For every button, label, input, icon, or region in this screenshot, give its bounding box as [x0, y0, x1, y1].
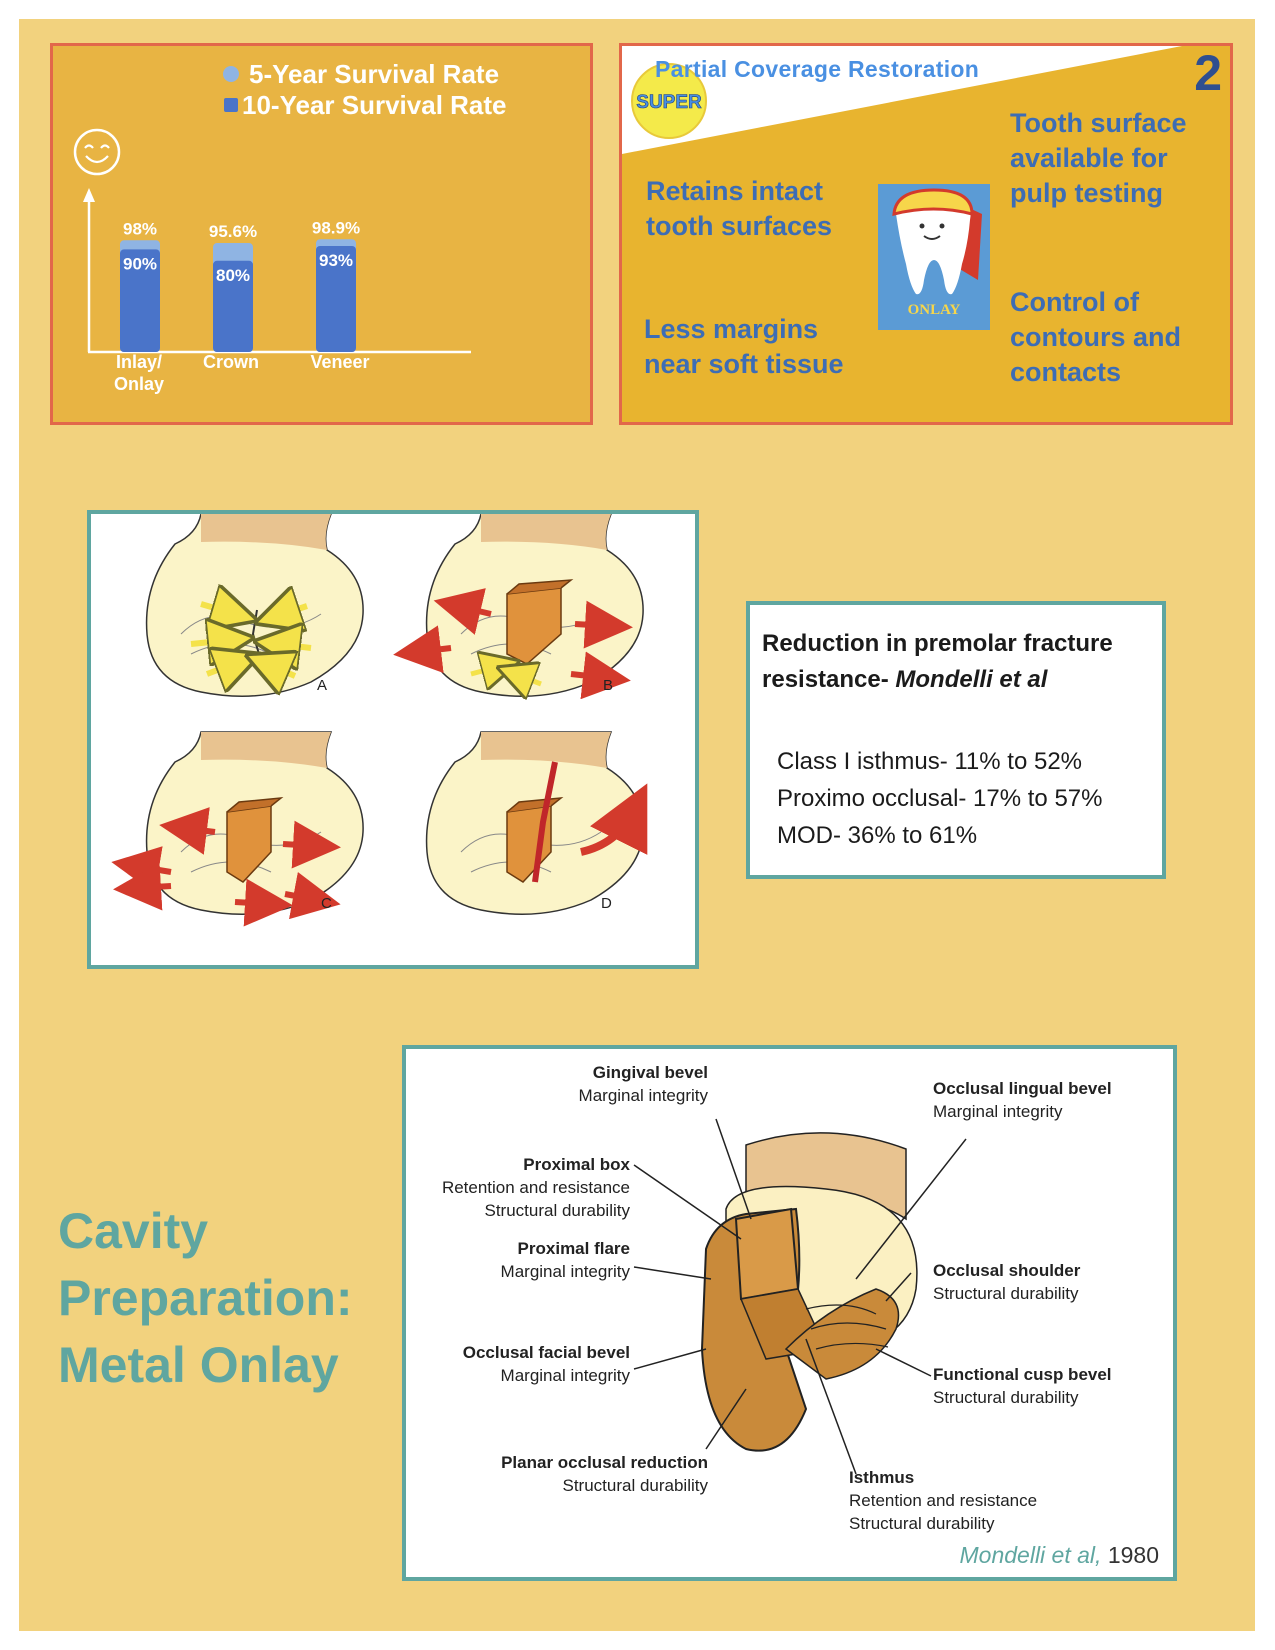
heading-prefix: resistance-	[762, 666, 896, 693]
survival-rate-chart	[53, 46, 590, 422]
legend-label-5yr: 5-Year Survival Rate	[249, 59, 500, 89]
label-isthmus	[849, 1466, 1037, 1535]
legend-label-10yr: 10-Year Survival Rate	[242, 90, 507, 120]
legend-swatch-5yr	[223, 66, 239, 82]
benefit-control-contours	[1010, 285, 1181, 390]
label-planar-occlusal-reduction	[501, 1451, 708, 1497]
citation-year: 1980	[1107, 1542, 1159, 1568]
bar-value-label-10yr-0: 90%	[122, 254, 158, 274]
bar-value-label-5yr-2: 98.9%	[311, 218, 361, 238]
legend-swatch-10yr	[224, 98, 238, 112]
benefit-line: Tooth surface	[1010, 108, 1187, 138]
title-line: Metal Onlay	[58, 1337, 339, 1393]
label-occlusal-shoulder	[933, 1259, 1080, 1305]
page-number: 2	[1194, 45, 1222, 101]
label-name: Proximal flare	[517, 1239, 630, 1258]
bar-value-label-5yr-0: 98%	[122, 219, 158, 239]
label-name: Planar occlusal reduction	[501, 1453, 708, 1472]
smiley-icon	[75, 130, 119, 174]
label-functional-cusp-bevel	[933, 1363, 1112, 1409]
label-occlusal-lingual-bevel	[933, 1077, 1112, 1123]
citation	[960, 1542, 1159, 1569]
onlay-preparation-diagram	[402, 1045, 1177, 1581]
benefit-line: contours and	[1010, 322, 1182, 352]
label-occlusal-facial-bevel	[463, 1341, 630, 1387]
label-name: Isthmus	[849, 1468, 915, 1487]
tooth-caption: ONLAY	[907, 302, 961, 318]
diagram-label-a: A	[317, 677, 328, 694]
label-desc: Retention and resistance	[441, 1178, 630, 1197]
category-label-veneer: Veneer	[310, 352, 370, 372]
diagram-label-c: C	[321, 895, 332, 912]
label-proximal-box	[442, 1153, 630, 1222]
survival-rate-chart-panel	[50, 43, 593, 425]
heading-line	[762, 662, 1162, 698]
label-desc: Structural durability	[933, 1388, 1079, 1407]
partial-coverage-panel	[619, 43, 1233, 425]
label-desc: Marginal integrity	[933, 1102, 1063, 1121]
benefit-line: near soft tissue	[644, 349, 844, 379]
label-desc: Marginal integrity	[500, 1262, 630, 1281]
label-name: Occlusal facial bevel	[462, 1343, 630, 1362]
label-desc: Marginal integrity	[500, 1366, 630, 1385]
label-desc: Retention and resistance	[849, 1491, 1038, 1510]
benefit-pulp-testing	[1010, 106, 1187, 211]
benefit-less-margins	[644, 312, 844, 382]
badge-text: SUPER	[636, 92, 702, 113]
heading-line: Reduction in premolar fracture	[762, 630, 1113, 657]
title-line: Cavity	[58, 1203, 209, 1259]
label-name: Proximal box	[523, 1155, 630, 1174]
list-item: Class I isthmus- 11% to 52%	[777, 748, 1083, 775]
diagram-d	[427, 732, 644, 914]
list-item: MOD- 36% to 61%	[777, 822, 978, 849]
category-label-inlay: Inlay/	[115, 352, 163, 372]
label-desc: Structural durability	[562, 1476, 708, 1495]
list-item: Proximo occlusal- 17% to 57%	[777, 785, 1103, 812]
category-label-onlay: Onlay	[113, 374, 165, 394]
label-name: Occlusal shoulder	[933, 1261, 1081, 1280]
tooth-mascot-icon	[878, 184, 990, 330]
label-desc: Marginal integrity	[578, 1086, 708, 1105]
y-axis-arrow-icon	[83, 188, 95, 202]
fracture-resistance-heading	[762, 626, 1162, 698]
citation-author: Mondelli et al,	[959, 1542, 1102, 1568]
cusp-fracture-illustration	[91, 514, 695, 965]
panel-title: Partial Coverage Restoration	[655, 56, 980, 82]
benefit-line: Less margins	[644, 314, 819, 344]
benefit-line: Retains intact	[646, 176, 824, 206]
fracture-diagram-panel	[87, 510, 699, 969]
bar-value-label-10yr-2: 93%	[318, 250, 354, 270]
category-label-crown: Crown	[203, 352, 259, 372]
benefit-line: pulp testing	[1010, 178, 1163, 208]
label-proximal-flare	[501, 1237, 630, 1283]
bar-value-label-5yr-1: 95.6%	[208, 222, 258, 242]
bar-value-label-10yr-1: 80%	[215, 265, 251, 285]
section-title	[58, 1198, 353, 1399]
diagram-a	[147, 514, 364, 696]
onlay-tooth-mascot	[878, 184, 990, 330]
legend	[223, 59, 507, 120]
fracture-resistance-list	[777, 743, 1102, 854]
title-line: Preparation:	[58, 1270, 353, 1326]
heading-author: Mondelli et al	[895, 666, 1048, 693]
benefit-line: Control of	[1010, 287, 1139, 317]
diagram-label-d: D	[601, 895, 612, 912]
diagram-b	[417, 514, 643, 696]
benefit-retains-intact	[646, 174, 832, 244]
onlay-tooth-illustration	[406, 1049, 1173, 1577]
label-name: Occlusal lingual bevel	[933, 1079, 1112, 1098]
label-gingival-bevel	[579, 1061, 708, 1107]
diagram-label-b: B	[603, 677, 614, 694]
benefit-line: tooth surfaces	[646, 211, 833, 241]
label-desc: Structural durability	[933, 1284, 1079, 1303]
benefit-line: contacts	[1010, 357, 1122, 387]
label-name: Gingival bevel	[592, 1063, 708, 1082]
diagram-c	[135, 732, 363, 914]
category-labels	[114, 352, 370, 394]
label-desc: Structural durability	[484, 1201, 630, 1220]
fracture-resistance-box	[746, 601, 1166, 879]
label-desc: Structural durability	[849, 1514, 995, 1533]
label-name: Functional cusp bevel	[933, 1365, 1112, 1384]
benefit-line: available for	[1010, 143, 1168, 173]
